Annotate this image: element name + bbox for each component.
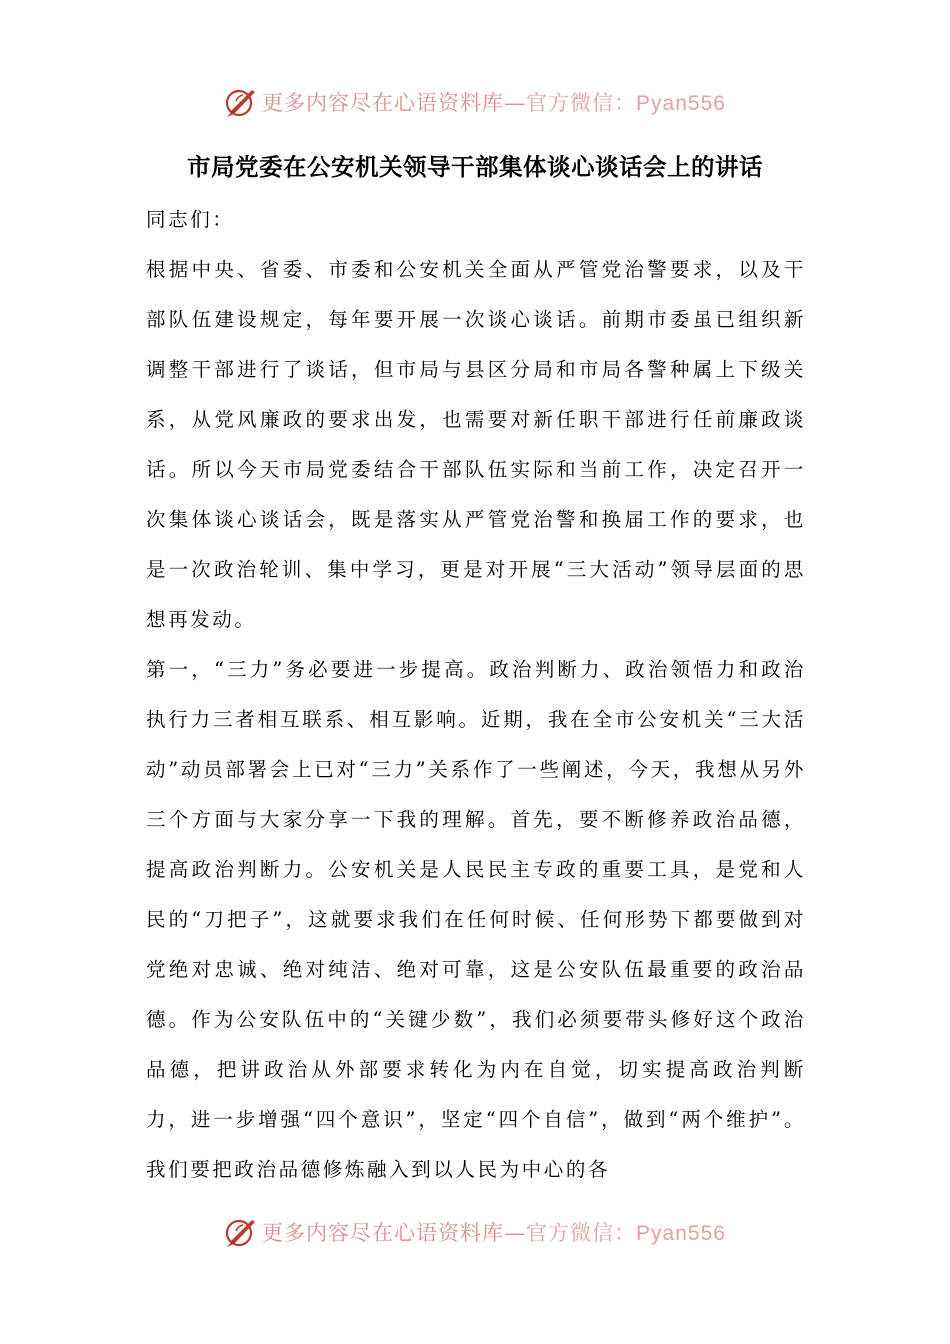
quill-pen-logo-icon — [224, 84, 260, 120]
footer-banner-slogan: 更多内容尽在心语资料库 — [262, 1221, 505, 1245]
header-banner-slogan: 更多内容尽在心语资料库 — [262, 91, 505, 115]
footer-banner — [0, 1210, 950, 1254]
salutation: 同志们： — [146, 208, 235, 231]
footer-wechat-label: 官方微信： — [526, 1221, 637, 1245]
header-wechat-label: 官方微信： — [526, 91, 637, 115]
header-banner — [0, 80, 950, 124]
quill-pen-logo-icon — [224, 1214, 260, 1250]
header-banner-dash: — — [504, 91, 527, 115]
paragraph-1: 根据中央、省委、市委和公安机关全面从严管党治警要求，以及干部队伍建设规定，每年要开展一次谈心谈话。前期市委虽已组织新调整干部进行了谈话，但市局与县区分局和市局各警种属上下级关系，从党风廉政的要求出发，也需要对新任职干部进行任前廉政谈话。所以今天市局党委结合干部队伍实际和当前工作，决定召开一次集体谈心谈话会，既是落实从严管党治警和换届工作的要求，也是一次政治轮训、集中学习，更是对开展“三大活动”领导层面的思想再发动。 — [146, 258, 806, 631]
footer-wechat-id: Pyan556 — [636, 1222, 726, 1245]
header-wechat-id: Pyan556 — [636, 92, 726, 115]
paragraph-2: 第一，“三力”务必要进一步提高。政治判断力、政治领悟力和政治执行力三者相互联系、相互影响。近期，我在全市公安机关“三大活动”动员部署会上已对“三力”关系作了一些阐述，今天，我想从另外三个方面与大家分享一下我的理解。首先，要不断修养政治品德，提高政治判断力。公安机关是人民民主专政的重要工具，是党和人民的“刀把子”，这就要求我们在任何时候、任何形势下都要做到对党绝对忠诚、绝对纯洁、绝对可靠，这是公安队伍最重要的政治品德。作为公安队伍中的“关键少数”，我们必须要带头修好这个政治品德，把讲政治从外部要求转化为内在自觉，切实提高政治判断力，进一步增强“四个意识”，坚定“四个自信”，做到“两个维护”。我们要把政治品德修炼融入到以人民为中心的各 — [146, 658, 806, 1181]
header-banner-text — [262, 87, 726, 117]
document-title: 市局党委在公安机关领导干部集体谈心谈话会上的讲话 — [187, 153, 763, 181]
footer-banner-text — [262, 1217, 726, 1247]
document-body — [146, 195, 806, 1195]
footer-banner-dash: — — [504, 1221, 527, 1245]
